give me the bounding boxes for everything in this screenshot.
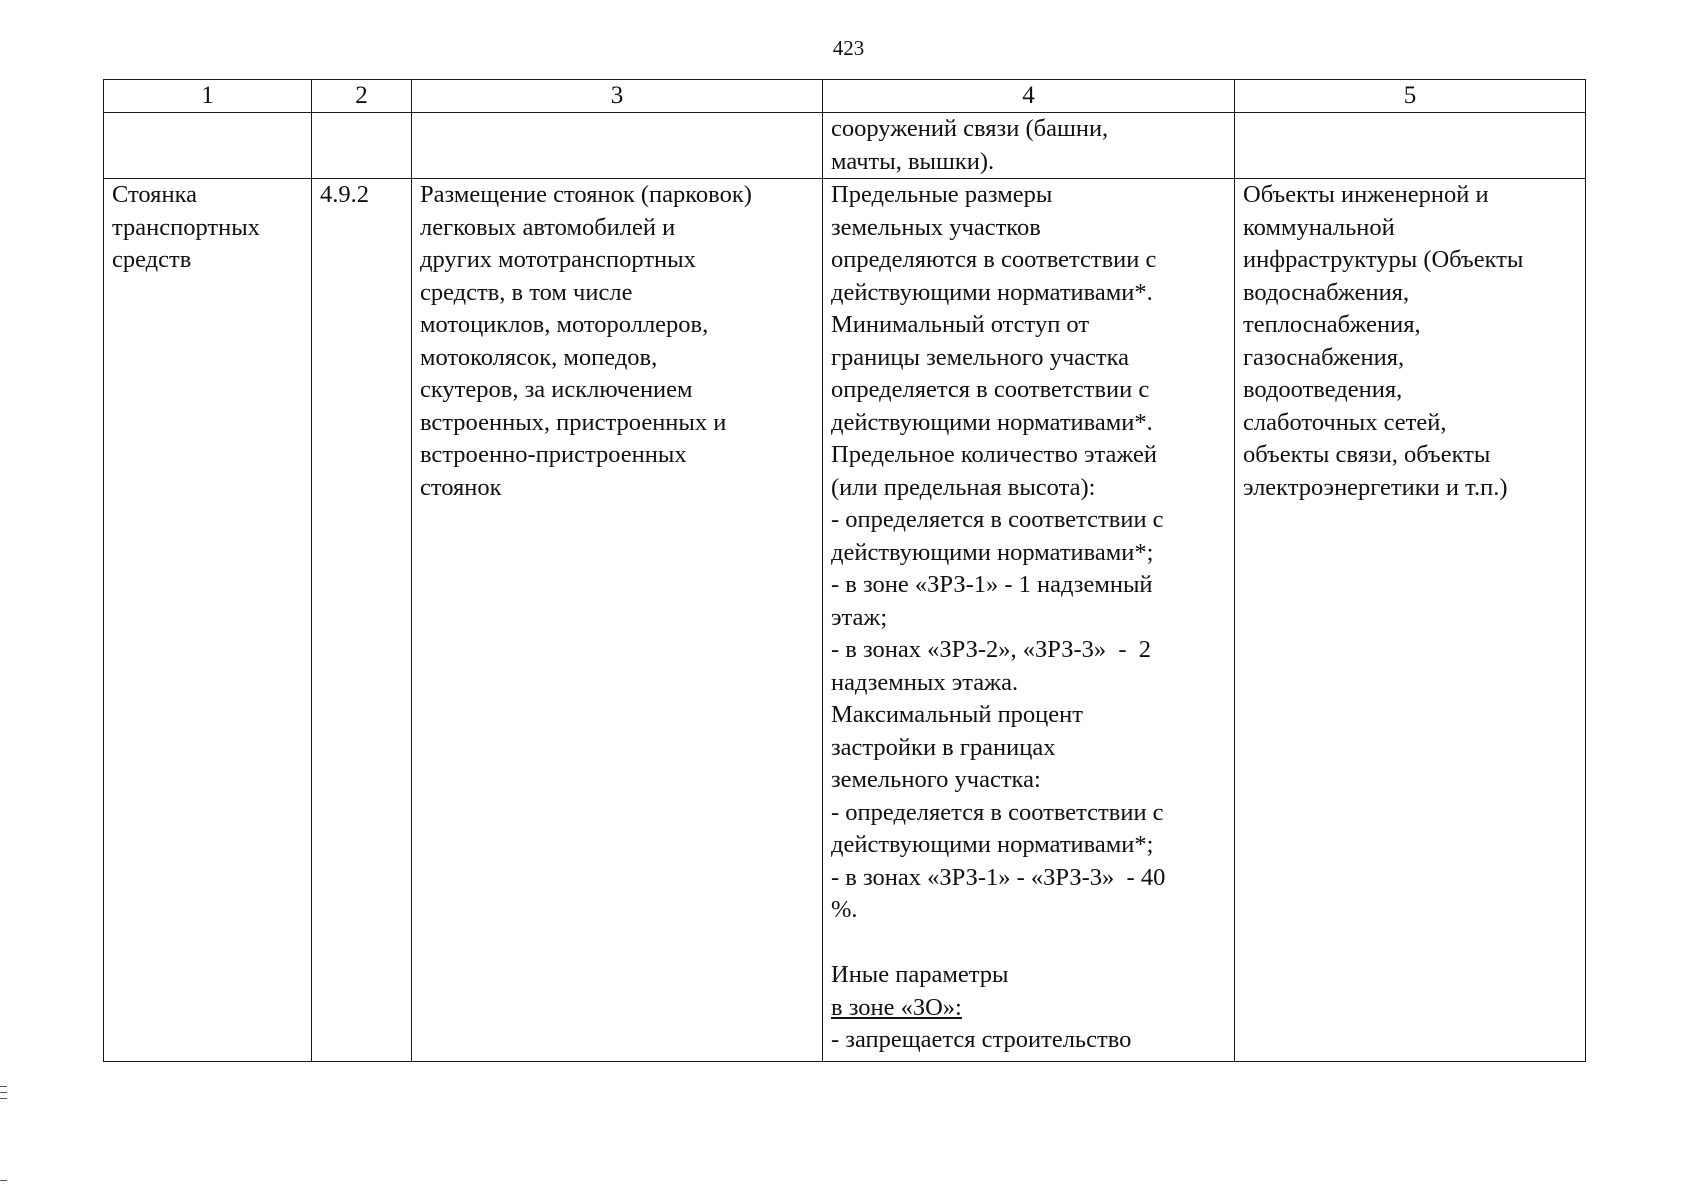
text-line: водоснабжения, [1243,278,1410,306]
header-col-4: 4 [823,80,1235,113]
text-line: земельного участка: [831,766,1041,793]
text-line: действующими нормативами*. [831,408,1153,436]
text-line: земельных участков [831,213,1041,241]
scan-mark [0,1092,7,1093]
use-code: 4.9.2 [320,181,369,208]
blank-line [831,927,1226,960]
text-line: Размещение стоянок (парковок) [420,181,752,208]
text-line: других мототранспортных [420,246,696,273]
cell-empty [1235,113,1586,179]
text-line: застройки в границах [831,733,1056,761]
text-line: %. [831,896,858,923]
text-line: газоснабжения, [1243,343,1405,371]
scan-mark [0,1086,7,1087]
header-col-2: 2 [312,80,412,113]
cell-empty [312,113,412,179]
infrastructure-cell [1235,179,1586,1062]
text-line: теплоснабжения, [1243,311,1421,338]
use-code-cell [312,179,412,1062]
text-line: стоянок [420,473,502,501]
text-line: Стоянка [112,181,197,208]
text-line: слаботочных сетей, [1243,408,1447,436]
text-line: Предельные размеры [831,181,1053,208]
use-description-cell [412,179,823,1062]
text-line: коммунальной [1243,213,1395,241]
text-line: действующими нормативами*; [831,831,1154,858]
page-number: 423 [832,36,865,60]
text-line: действующими нормативами*. [831,278,1153,306]
text-line: Минимальный отступ от [831,311,1090,338]
text-line: инфраструктуры (Объекты [1243,246,1524,273]
text-line: этаж; [831,603,888,631]
text-line: транспортных [112,213,260,241]
header-col-5: 5 [1235,80,1586,113]
text-line: объекты связи, объекты [1243,441,1491,468]
text-line: определяется в соответствии с [831,376,1150,403]
text-line: Максимальный процент [831,701,1083,728]
text-line: (или предельная высота): [831,473,1096,501]
zoning-table [103,79,1586,1062]
text-line: легковых автомобилей и [420,213,676,241]
text-line: границы земельного участка [831,343,1130,371]
text-line: мачты, вышки). [831,147,995,175]
text-line: средств, в том числе [420,278,633,306]
cell-empty [104,113,312,179]
text-line: - определяется в соответствии с [831,798,1164,826]
header-row [104,80,1586,113]
table-row [104,179,1586,1062]
text-line: действующими нормативами*; [831,538,1154,566]
continuation-row [104,113,1586,179]
text-line: определяются в соответствии с [831,246,1157,273]
text-line: сооружений связи (башни, [831,115,1109,142]
text-line: - в зонах «ЗРЗ-1» - «ЗРЗ-3» - 40 [831,863,1166,891]
text-line: средств [112,246,192,273]
text-line: электроэнергетики и т.п.) [1243,473,1508,501]
scan-mark [0,1180,7,1181]
text-line: - в зонах «ЗРЗ-2», «ЗРЗ-3» - 2 [831,636,1152,663]
text-line: - определяется в соответствии с [831,506,1164,533]
text-line: Иные параметры [831,961,1009,988]
text-line: водоотведения, [1243,376,1403,403]
continuation-parameters-cell [823,113,1235,179]
text-line: встроенно-пристроенных [420,441,687,468]
text-line: - запрещается строительство [831,1026,1132,1053]
scan-mark [0,1098,7,1099]
text-line: мотоколясок, мопедов, [420,343,658,371]
text-line: Предельное количество этажей [831,441,1157,468]
text-line: встроенных, пристроенных и [420,408,727,436]
zone-heading: в зоне «ЗО»: [831,993,962,1021]
parameters-cell [823,179,1235,1062]
text-line: - в зоне «ЗРЗ-1» - 1 надземный [831,571,1153,598]
cell-empty [412,113,823,179]
header-col-1: 1 [104,80,312,113]
text-line: скутеров, за исключением [420,376,693,403]
text-line: Объекты инженерной и [1243,181,1489,208]
header-col-3: 3 [412,80,823,113]
use-name-cell [104,179,312,1062]
text-line: надземных этажа. [831,668,1019,696]
text-line: мотоциклов, мотороллеров, [420,311,709,338]
